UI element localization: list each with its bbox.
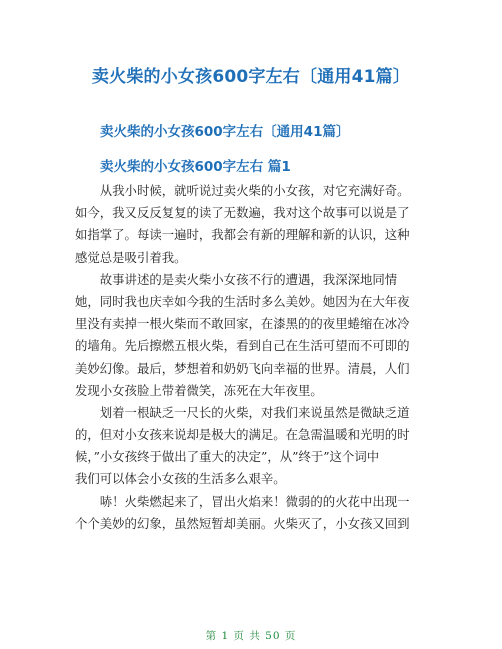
- body-line: 的，但对小女孩来说却是极大的满足。在急需温暖和光明的时: [75, 427, 410, 443]
- body-line: 故事讲述的是卖火柴小女孩不行的遭遇，我深深地同情: [75, 271, 398, 287]
- section-heading: 卖火柴的小女孩600字左右 篇1: [100, 159, 291, 175]
- body-line: 如指掌了。每读一遍时，我都会有新的理解和新的认识，这种: [75, 227, 410, 243]
- body-line: 美妙幻像。最后，梦想着和奶奶飞向幸福的世界。清晨，人们: [75, 360, 410, 376]
- body-text: [75, 180, 431, 535]
- page-footer: 第 1 页 共 50 页: [205, 630, 297, 642]
- body-line: 我们可以体会小女孩的生活多么艰辛。: [75, 471, 286, 487]
- body-line: 划着一根缺乏一尺长的火柴，对我们来说虽然是微缺乏道: [75, 404, 410, 420]
- body-line: 她，同时我也庆幸如今我的生活时多么美妙。她因为在大年夜: [75, 293, 410, 309]
- body-line: 的墙角。先后擦燃五根火柴，看到自己在生活可望而不可即的: [75, 338, 410, 354]
- body-line: 感觉总是吸引着我。: [75, 249, 187, 265]
- document-title: 卖火柴的小女孩600字左右〔通用41篇〕: [91, 67, 411, 87]
- document-subtitle: 卖火柴的小女孩600字左右〔通用41篇〕: [100, 124, 350, 140]
- body-line: 候，”小女孩终于做出了重大的决定”，从”终于”这个词中: [75, 449, 380, 465]
- body-line: 里没有卖掉一根火柴而不敢回家，在漆黑的的夜里蜷缩在冰冷: [75, 316, 410, 332]
- body-line: 发现小女孩脸上带着微笑，冻死在大年夜里。: [75, 382, 323, 398]
- body-line: 从我小时候，就听说过卖火柴的小女孩，对它充满好奇。: [75, 183, 410, 198]
- body-line: 如今，我又反反复复的读了无数遍，我对这个故事可以说是了: [75, 205, 410, 221]
- body-line: 个个美妙的幻象，虽然短暂却美丽。火柴灭了，小女孩又回到: [75, 515, 410, 531]
- body-line: 哧！火柴燃起来了，冒出火焰来！微弱的的火花中出现一: [75, 493, 410, 509]
